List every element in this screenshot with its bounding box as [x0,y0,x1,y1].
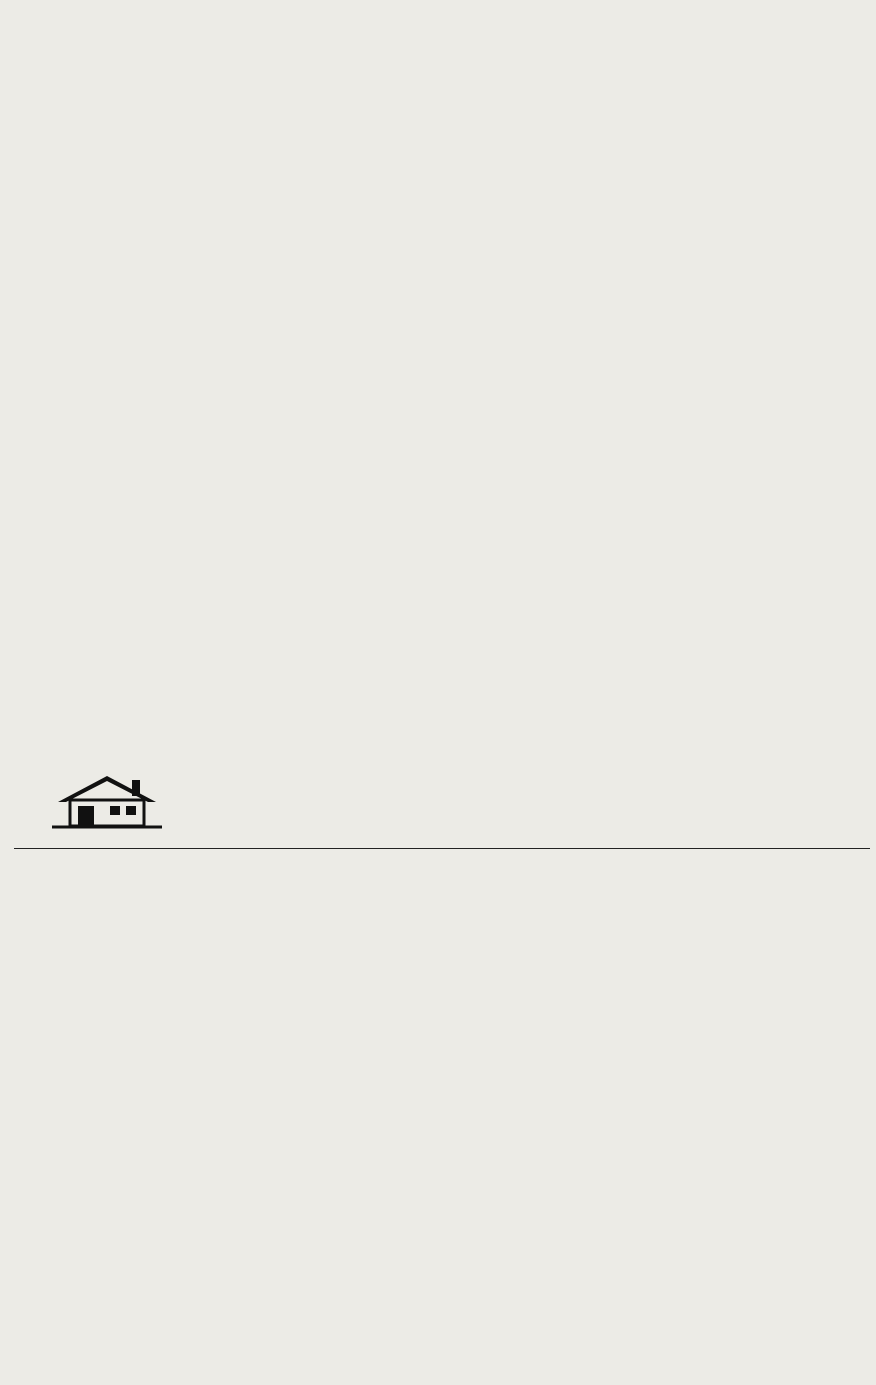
garage-sales-section [14,16,870,761]
service-guide-section [14,848,870,1380]
house-icon [52,772,162,830]
page-header [0,0,876,14]
home-service-guide-banner [14,764,870,842]
guide-title [190,770,870,820]
